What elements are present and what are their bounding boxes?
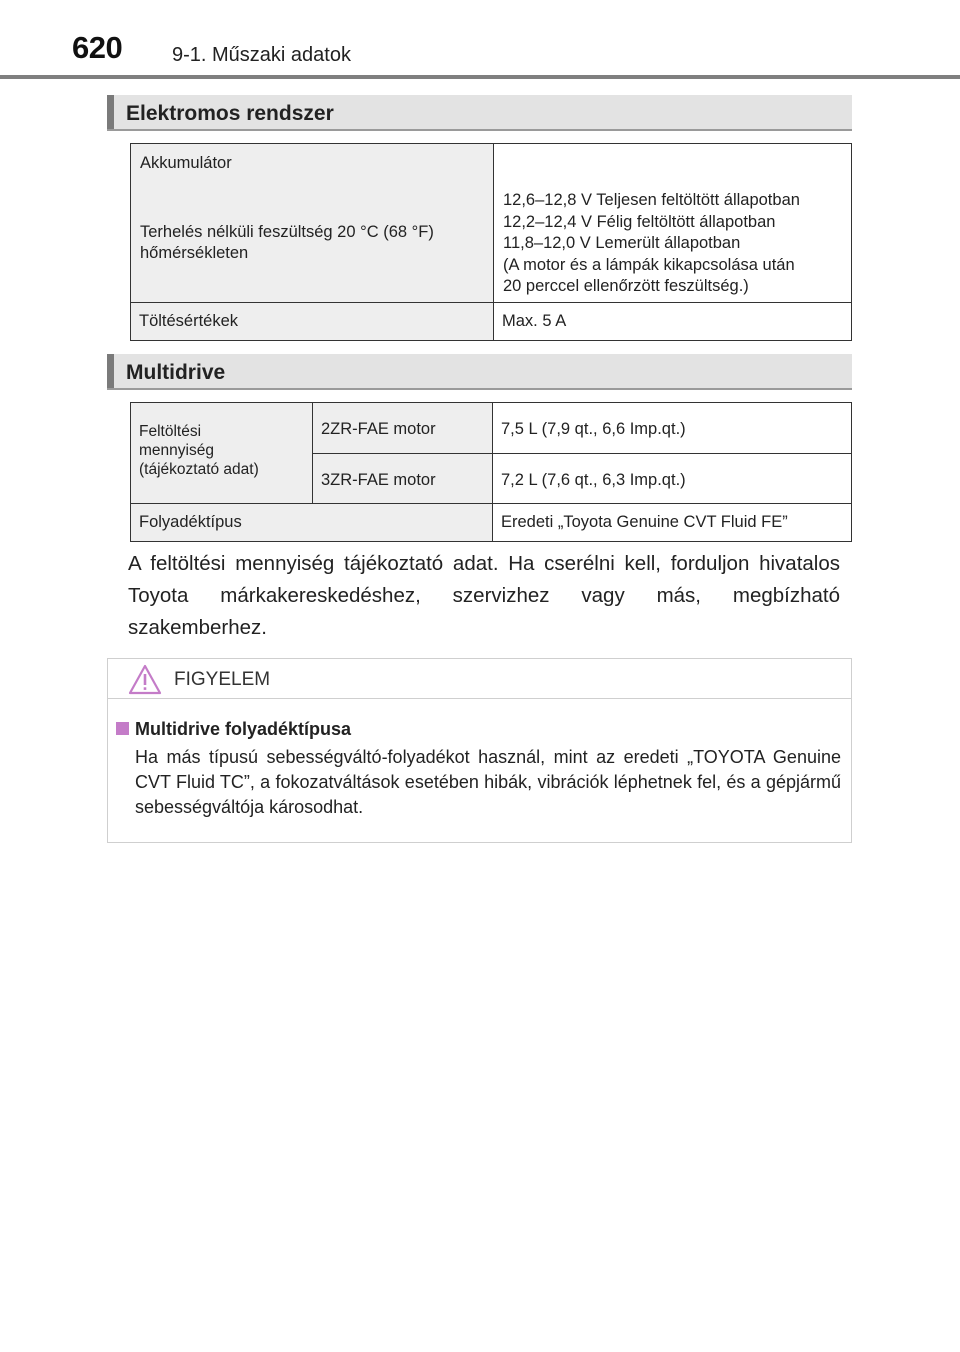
table-cell — [313, 403, 493, 454]
warning-box — [107, 658, 852, 843]
section-bar — [107, 354, 114, 388]
table-cell — [131, 144, 494, 303]
section-header-multidrive — [107, 354, 852, 390]
body-paragraph: A feltöltési mennyiség tájékoztató adat. Ha cserélni kell, forduljon hivatalos Toyota márkakereskedéshez, szervizhez vagy más, megbízható szakemberhez. — [128, 552, 840, 639]
table-cell — [494, 303, 852, 341]
voltage-values — [503, 190, 800, 298]
section-title: Multidrive — [126, 361, 226, 384]
charge-label: Töltésértékek — [139, 312, 239, 330]
capacity-label-line: mennyiség — [139, 442, 214, 459]
table-row — [131, 403, 852, 454]
voltage-value-line: 20 perccel ellenőrzött feszültség.) — [503, 277, 749, 295]
page-number: 620 — [72, 30, 123, 65]
voltage-value-line: 12,6–12,8 V Teljesen feltöltött állapotban — [503, 191, 800, 209]
section-title: Elektromos rendszer — [126, 102, 334, 125]
capacity-label-line: (tájékoztató adat) — [139, 461, 259, 478]
table-row — [131, 303, 852, 341]
table-cell — [131, 504, 493, 542]
square-bullet-icon — [116, 722, 129, 735]
table-cell — [493, 504, 852, 542]
warning-triangle-icon — [128, 664, 162, 695]
warning-subtitle — [116, 719, 351, 740]
engine-label: 3ZR-FAE motor — [321, 471, 436, 489]
voltage-value-line: 11,8–12,0 V Lemerült állapotban — [503, 234, 741, 252]
table-cell — [313, 454, 493, 504]
charge-value: Max. 5 A — [502, 312, 567, 330]
electrical-table — [130, 143, 852, 341]
table-cell — [493, 403, 852, 454]
fluid-label: Folyadéktípus — [139, 513, 242, 531]
capacity-value: 7,2 L (7,6 qt., 6,3 Imp.qt.) — [501, 471, 686, 489]
section-bar — [107, 95, 114, 129]
table-cell — [131, 403, 313, 504]
warning-subtitle-text: Multidrive folyadéktípusa — [135, 719, 352, 739]
multidrive-table — [130, 402, 852, 542]
capacity-label — [131, 403, 312, 479]
section-header-electrical — [107, 95, 852, 131]
table-row — [131, 504, 852, 542]
chapter-title: 9-1. Műszaki adatok — [172, 44, 351, 66]
voltage-value-line: (A motor és a lámpák kikapcsolása után — [503, 255, 795, 274]
capacity-value: 7,5 L (7,9 qt., 6,6 Imp.qt.) — [501, 420, 686, 438]
table-row — [131, 144, 852, 303]
voltage-label: Terhelés nélküli feszültség 20 °C (68 °F) hőmérsékleten — [140, 223, 434, 262]
warning-header — [108, 659, 851, 699]
header-rule — [0, 75, 960, 79]
table-cell — [493, 454, 852, 504]
capacity-label-line: Feltöltési — [139, 423, 202, 440]
voltage-value-line: 12,2–12,4 V Félig feltöltött állapotban — [503, 212, 776, 231]
warning-text: Ha más típusú sebességváltó-folyadékot használ, mint az eredeti „TOYOTA Genuine CVT Fluid TC”, a fokozatváltások esetében hibák, vibrációk léphetnek fel, és a gépjármű sebességváltója károsodhat. — [135, 747, 841, 817]
battery-label: Akkumulátor — [140, 154, 232, 172]
warning-label: FIGYELEM — [174, 669, 271, 690]
table-cell — [131, 303, 494, 341]
table-cell — [494, 144, 852, 303]
fluid-value: Eredeti „Toyota Genuine CVT Fluid FE” — [501, 513, 788, 531]
engine-label: 2ZR-FAE motor — [321, 420, 436, 438]
